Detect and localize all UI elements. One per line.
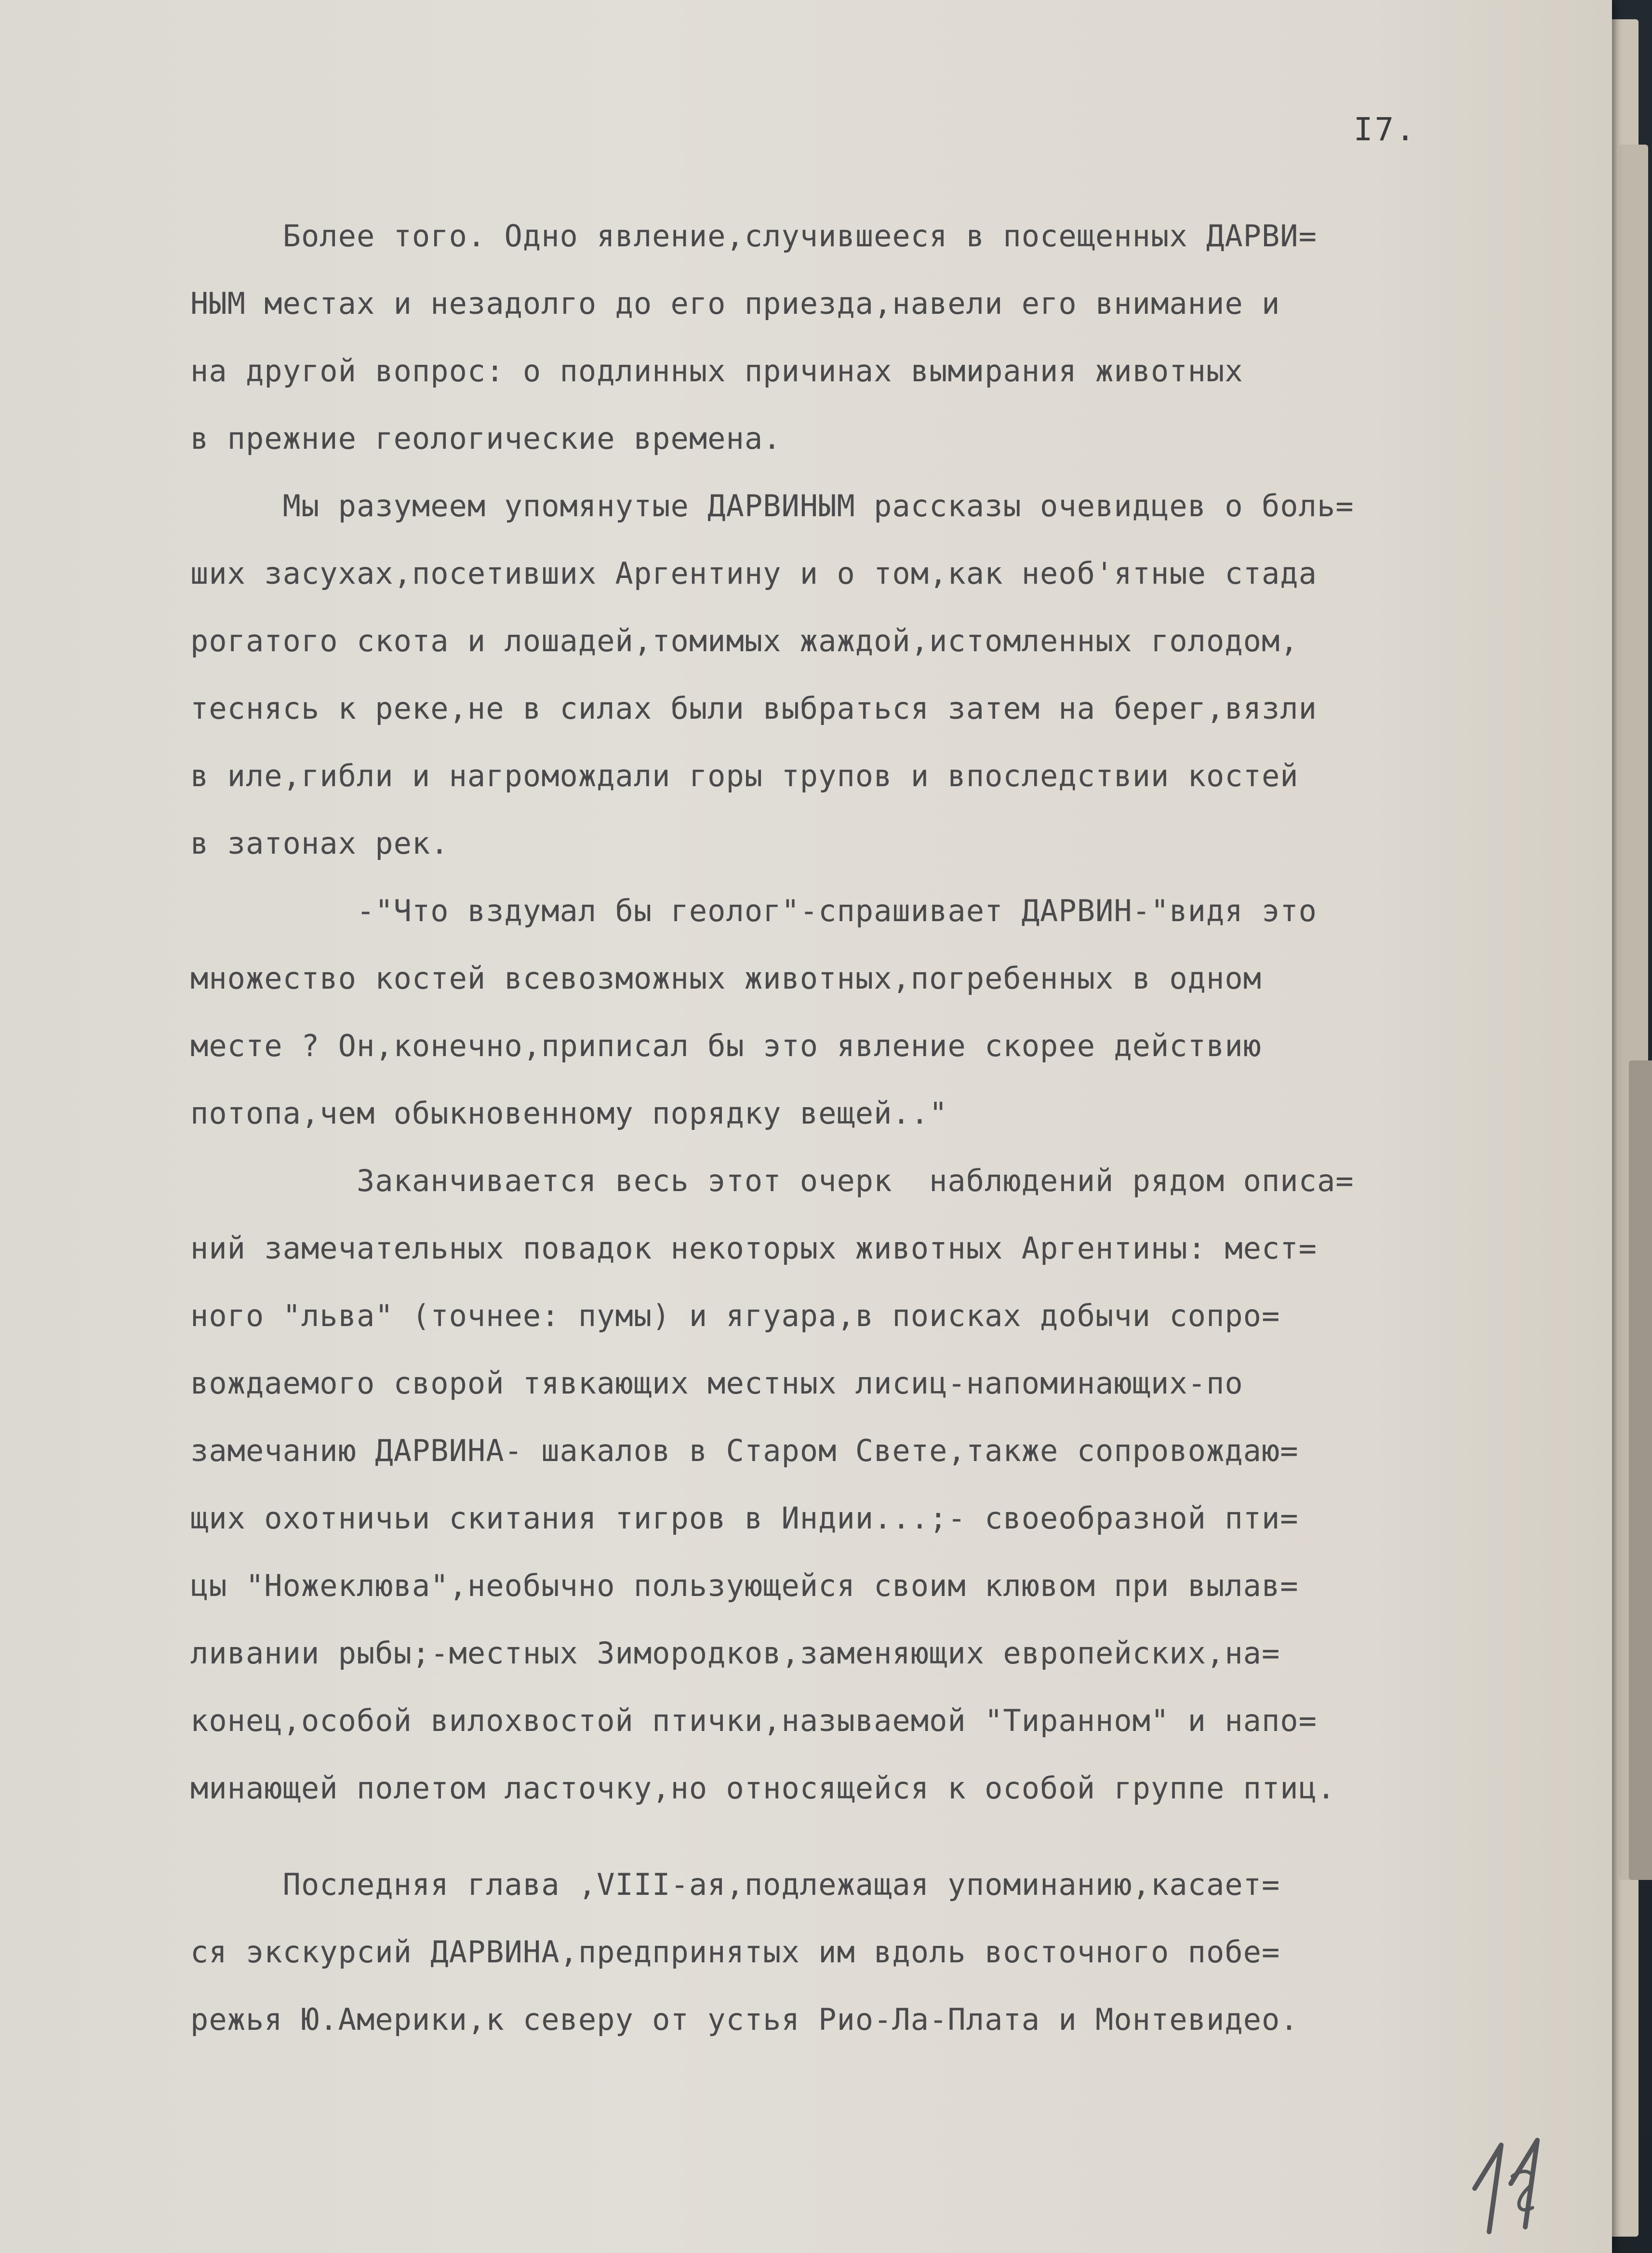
paragraph — [190, 472, 1516, 877]
text-line: ного "льва" (точнее: пумы) и ягуара,в поисках добычи сопро= — [190, 1298, 1280, 1333]
handwritten-folio-number — [1455, 2131, 1547, 2241]
text-line: Последняя глава ,VIII-ая,подлежащая упоминанию,касает= — [190, 1867, 1280, 1902]
page-number: I7. — [1353, 111, 1417, 148]
text-line: -"Что вздумал бы геолог"-спрашивает ДАРВИН-"видя это — [190, 893, 1317, 928]
text-line: на другой вопрос: о подлинных причинах вымирания животных — [190, 353, 1243, 389]
text-line: рогатого скота и лошадей,томимых жаждой,истомленных голодом, — [190, 623, 1299, 658]
text-line: ний замечательных повадок некоторых животных Аргентины: мест= — [190, 1231, 1317, 1266]
typescript-body — [190, 202, 1516, 2053]
text-line: потопа,чем обыкновенному порядку вещей.." — [190, 1096, 948, 1131]
text-line: Более того. Одно явление,случившееся в посещенных ДАРВИ= — [190, 218, 1317, 254]
text-line: цы "Ножеклюва",необычно пользующейся своим клювом при вылав= — [190, 1568, 1299, 1603]
text-line: в иле,гибли и нагромождали горы трупов и впоследствии костей — [190, 758, 1299, 793]
paragraph — [190, 877, 1516, 1147]
text-line: минающей полетом ласточку,но относящейся к особой группе птиц. — [190, 1770, 1336, 1806]
text-line: в прежние геологические времена. — [190, 421, 782, 456]
text-line: режья Ю.Америки,к северу от устья Рио-Ла-Плата и Монтевидео. — [190, 2002, 1299, 2037]
text-line: НЫМ местах и незадолго до его приезда,навели его внимание и — [190, 286, 1280, 321]
text-line: ливании рыбы;-местных Зимородков,заменяющих европейских,на= — [190, 1636, 1280, 1671]
text-line: ся экскурсий ДАРВИНА,предпринятых им вдоль восточного побе= — [190, 1934, 1280, 1970]
text-line: ших засухах,посетивших Аргентину и о том,как необ'ятные стада — [190, 556, 1317, 591]
text-line: месте ? Он,конечно,приписал бы это явление скорее действию — [190, 1028, 1262, 1063]
paragraph — [190, 1851, 1516, 2053]
underlying-page-edge — [1629, 1060, 1652, 1880]
text-line: замечанию ДАРВИНА- шакалов в Старом Свете,также сопровождаю= — [190, 1433, 1299, 1468]
text-line: вождаемого сворой тявкающих местных лисиц-напоминающих-по — [190, 1366, 1243, 1401]
text-line: Заканчивается весь этот очерк наблюдений рядом описа= — [190, 1163, 1354, 1198]
text-line: щих охотничьи скитания тигров в Индии...;- своеобразной пти= — [190, 1501, 1299, 1536]
paragraph — [190, 202, 1516, 472]
text-line: множество костей всевозможных животных,погребенных в одном — [190, 961, 1262, 996]
text-line: Мы разумеем упомянутые ДАРВИНЫМ рассказы очевидцев о боль= — [190, 488, 1354, 523]
paragraph — [190, 1147, 1516, 1822]
text-line: теснясь к реке,не в силах были выбраться затем на берег,вязли — [190, 691, 1317, 726]
text-line: конец,особой вилохвостой птички,называемой "Тиранном" и напо= — [190, 1703, 1317, 1738]
text-line: в затонах рек. — [190, 826, 449, 861]
